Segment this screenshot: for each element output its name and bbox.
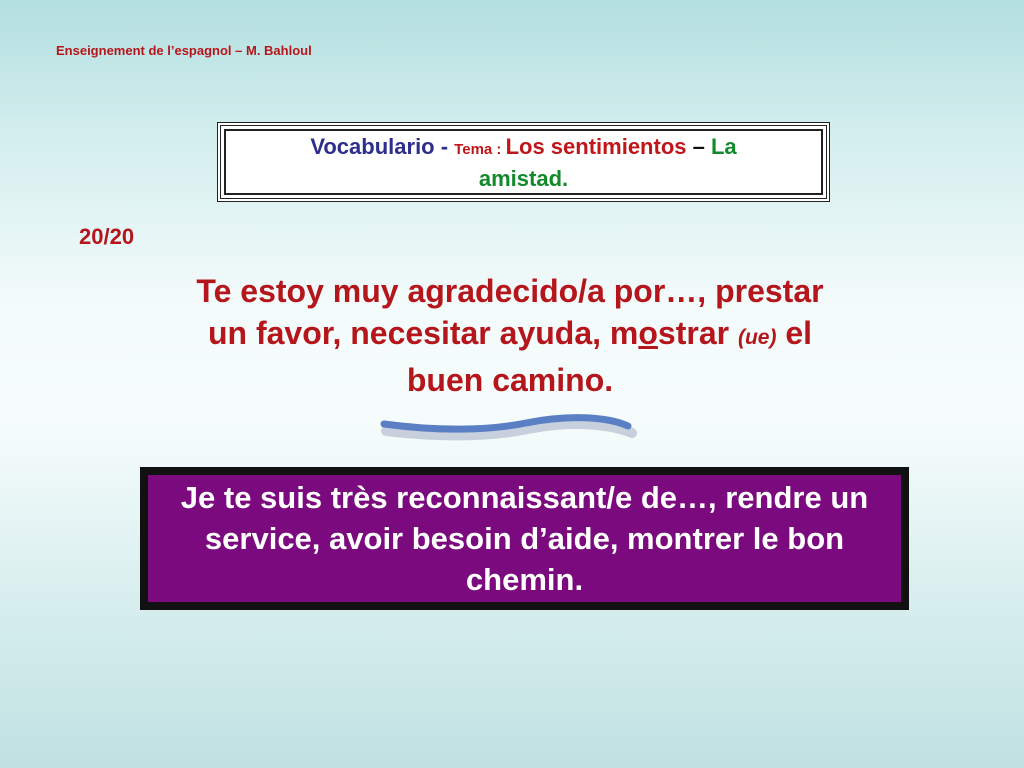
spanish-line-2b: strar: [657, 315, 738, 351]
spanish-line-1: Te estoy muy agradecido/a por…, prestar: [196, 273, 824, 309]
french-translation-box: [140, 467, 909, 610]
title-text: [224, 129, 823, 195]
title-subtopic-2: amistad.: [478, 165, 569, 191]
spanish-line-2a: un favor, necesitar ayuda, m: [207, 315, 639, 351]
french-translation-text: Je te suis très reconnaissant/e de…, rendre un service, avoir besoin d’aide, montrer le bon chemin.: [148, 475, 901, 602]
title-tema-label: Tema :: [454, 140, 506, 158]
spanish-line-3: buen camino.: [406, 362, 614, 398]
spanish-line-2c: el: [776, 315, 813, 351]
spanish-stem-change: (ue): [737, 326, 777, 349]
author-credit: Enseignement de l’espagnol – M. Bahloul: [56, 43, 312, 58]
title-subtopic-1: La: [710, 133, 737, 159]
title-dash: –: [686, 133, 711, 159]
wave-divider-icon: [376, 404, 638, 444]
title-topic: Los sentimientos: [505, 133, 687, 159]
spanish-sentence: [160, 270, 860, 401]
title-vocabulario: Vocabulario -: [310, 133, 455, 159]
spanish-underlined-o: o: [638, 315, 658, 351]
score-label: 20/20: [79, 224, 135, 249]
title-box: [217, 122, 830, 202]
